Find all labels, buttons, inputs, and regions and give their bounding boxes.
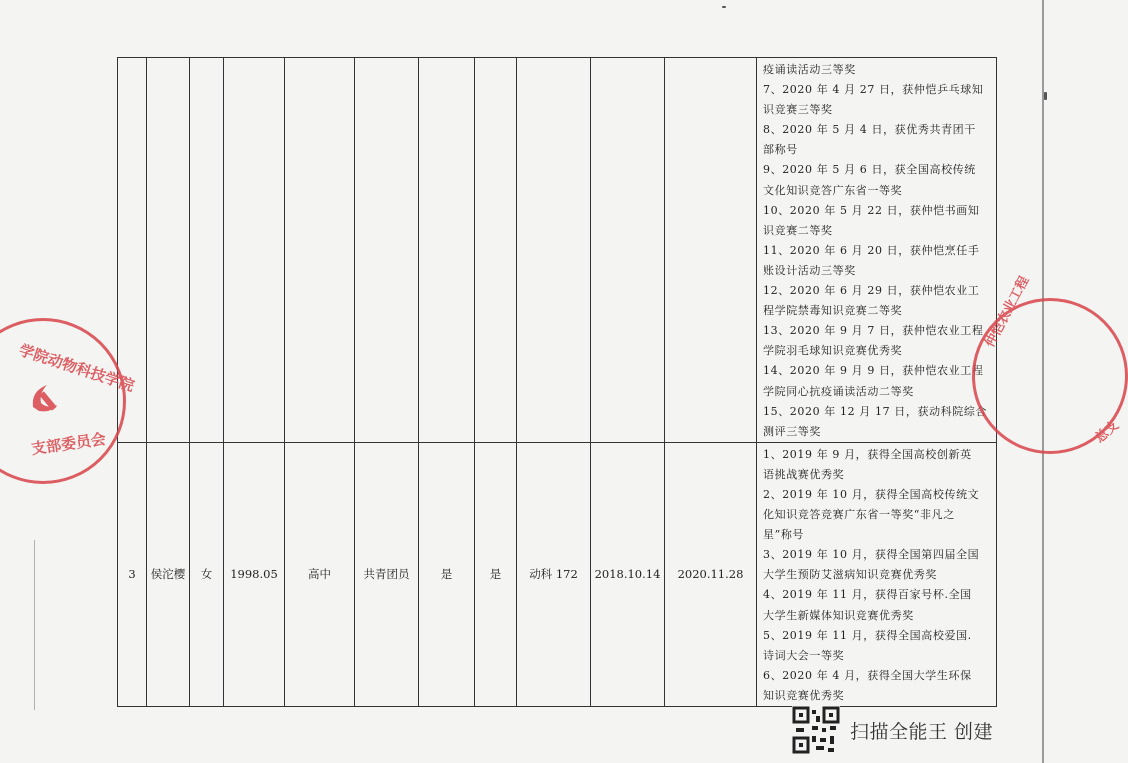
table-cell bbox=[285, 58, 355, 443]
award-line: 2、2019 年 10 月，获得全国高校传统文 bbox=[763, 487, 980, 501]
award-line: 识竞赛三等奖 bbox=[763, 103, 833, 117]
award-line: 4、2019 年 11 月，获得百家号杯.全国 bbox=[763, 588, 972, 602]
gender-cell: 女 bbox=[190, 442, 224, 706]
award-line: 识竞赛二等奖 bbox=[763, 223, 833, 237]
award-line: 语挑战赛优秀奖 bbox=[763, 467, 845, 481]
awards-cell bbox=[757, 58, 997, 443]
table-cell bbox=[665, 58, 757, 443]
table-cell bbox=[355, 58, 419, 443]
party-seal-stamp bbox=[972, 273, 1128, 454]
table-row bbox=[118, 442, 997, 706]
date-joined-cell: 2020.11.28 bbox=[665, 442, 757, 706]
award-line: 14、2020 年 9 月 9 日，获仲恺农业工程 bbox=[763, 364, 984, 378]
award-line: 大学生预防艾滋病知识竞赛优秀奖 bbox=[763, 568, 937, 582]
date-applied-cell: 2018.10.14 bbox=[591, 442, 665, 706]
member-record-table bbox=[117, 57, 997, 707]
award-line: 账设计活动三等奖 bbox=[763, 263, 856, 277]
award-line: 测评三等奖 bbox=[763, 424, 821, 438]
scanner-label: 扫描全能王 创建 bbox=[850, 720, 994, 743]
table-cell bbox=[224, 58, 285, 443]
table-cell bbox=[591, 58, 665, 443]
scanner-watermark bbox=[792, 706, 993, 754]
table-row bbox=[118, 58, 997, 443]
scan-speck bbox=[1044, 92, 1047, 100]
table-cell bbox=[475, 58, 517, 443]
education-cell: 高中 bbox=[285, 442, 355, 706]
table-cell bbox=[147, 58, 190, 443]
yes-cell: 是 bbox=[475, 442, 517, 706]
award-line: 文化知识竞答广东省一等奖 bbox=[763, 183, 903, 197]
award-line: 5、2019 年 11 月，获得全国高校爱国. bbox=[763, 628, 972, 642]
award-line: 化知识竞答竞赛广东省一等奖“非凡之 bbox=[763, 508, 955, 522]
award-line: 部称号 bbox=[763, 143, 798, 157]
index-cell: 3 bbox=[118, 442, 147, 706]
awards-cell bbox=[757, 442, 997, 706]
table-cell bbox=[190, 58, 224, 443]
table-cell bbox=[517, 58, 591, 443]
award-line: 知识竞赛优秀奖 bbox=[763, 688, 845, 702]
award-line: 学院羽毛球知识竞赛优秀奖 bbox=[763, 344, 903, 358]
award-line: 1、2019 年 9 月，获得全国高校创新英 bbox=[763, 447, 972, 461]
seal-text: 学院动物科技学院 bbox=[16, 340, 137, 396]
page-edge bbox=[34, 540, 35, 710]
name-cell: 侯沱樱 bbox=[147, 442, 190, 706]
award-line: 8、2020 年 5 月 4 日，获优秀共青团干 bbox=[763, 123, 976, 137]
award-line: 学院同心抗疫诵读活动二等奖 bbox=[763, 384, 914, 398]
scan-speck bbox=[722, 6, 726, 8]
yes-cell: 是 bbox=[419, 442, 475, 706]
seal-text: 总支 bbox=[1092, 417, 1123, 447]
award-line: 7、2020 年 4 月 27 日，获仲恺乒乓球知 bbox=[763, 83, 984, 97]
birth-cell: 1998.05 bbox=[224, 442, 285, 706]
award-line: 10、2020 年 5 月 22 日，获仲恺书画知 bbox=[763, 203, 980, 217]
award-line: 星”称号 bbox=[763, 528, 805, 542]
award-line: 诗词大会一等奖 bbox=[763, 648, 845, 662]
table-cell bbox=[419, 58, 475, 443]
award-line: 3、2019 年 10 月，获得全国第四届全国 bbox=[763, 548, 980, 562]
award-line: 11、2020 年 6 月 20 日，获仲恺烹任手 bbox=[763, 243, 980, 257]
award-line: 13、2020 年 9 月 7 日，获仲恺农业工程 bbox=[763, 324, 984, 338]
award-line: 9、2020 年 5 月 6 日，获全国高校传统 bbox=[763, 163, 976, 177]
party-emblem-icon bbox=[25, 377, 65, 417]
qr-code-icon bbox=[792, 706, 840, 754]
award-line: 疫诵读活动三等奖 bbox=[763, 63, 856, 76]
award-line: 15、2020 年 12 月 17 日，获动科院综合 bbox=[763, 404, 988, 418]
political-status-cell: 共青团员 bbox=[355, 442, 419, 706]
seal-text: 支部委员会 bbox=[30, 429, 107, 459]
party-seal-stamp bbox=[0, 318, 137, 484]
award-line: 大学生新媒体知识竞赛优秀奖 bbox=[763, 608, 914, 622]
award-line: 6、2020 年 4 月，获得全国大学生环保 bbox=[763, 668, 972, 682]
award-line: 程学院禁毒知识竞赛二等奖 bbox=[763, 304, 903, 318]
seal-text: 仲恺农业工程 bbox=[982, 273, 1033, 350]
class-cell: 动科 172 bbox=[517, 442, 591, 706]
award-line: 12、2020 年 6 月 29 日，获仲恺农业工 bbox=[763, 284, 980, 298]
